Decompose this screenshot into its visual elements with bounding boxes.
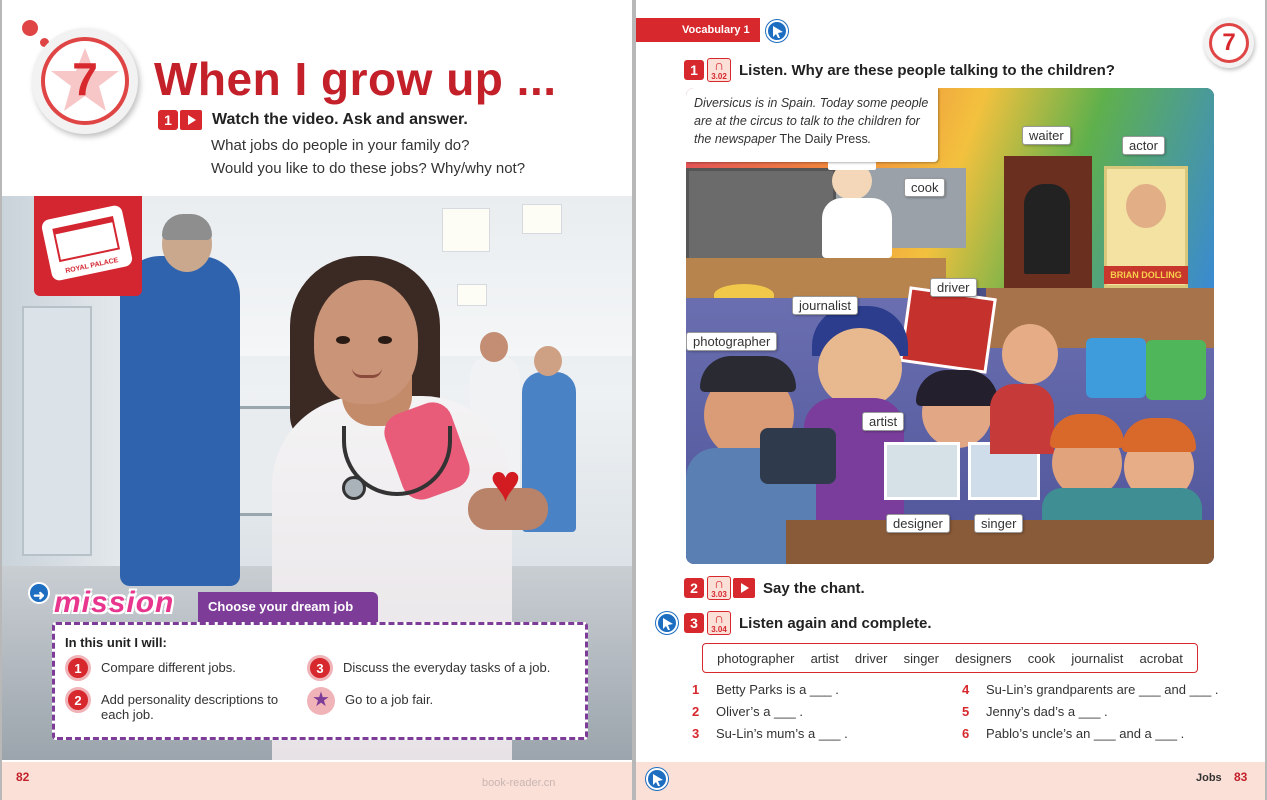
- cursor-icon[interactable]: [646, 768, 668, 790]
- mission-item-text: Go to a job fair.: [345, 692, 434, 707]
- word-bank-item: singer: [903, 650, 939, 666]
- newspaper-name: The Daily Press: [779, 132, 868, 146]
- right-page: [636, 0, 1265, 800]
- exercise-1-header: [158, 110, 468, 130]
- design-photo: [884, 442, 960, 500]
- word-bank-item: acrobat: [1139, 650, 1183, 666]
- chair: [1146, 340, 1206, 400]
- exercise-1-header: [684, 58, 1115, 82]
- word-bank-item: cook: [1027, 650, 1056, 666]
- page-number: 83: [1234, 770, 1248, 784]
- mission-item: [307, 687, 577, 715]
- unit-title: When I grow up ...: [154, 53, 557, 105]
- unit-badge: [1204, 18, 1254, 68]
- actor-face: [1126, 184, 1166, 228]
- exercise-title: Watch the video. Ask and answer.: [212, 111, 468, 128]
- label-actor: actor: [1122, 136, 1165, 155]
- unit-badge: [32, 28, 138, 134]
- exercise-title: Say the chant.: [763, 579, 865, 597]
- sentence-number: 6: [962, 726, 970, 741]
- girl-eye: [336, 336, 350, 344]
- mission-tab: Choose your dream job: [198, 592, 378, 622]
- doctor-figure: [120, 256, 240, 586]
- sentence-item: [692, 726, 848, 741]
- mission-item-text: Discuss the everyday tasks of a job.: [343, 660, 551, 675]
- mission-logo: mission: [54, 586, 175, 619]
- girl-eye: [378, 336, 392, 344]
- sentence-item: [692, 682, 839, 697]
- question-1: What jobs do people in your family do?: [211, 137, 470, 154]
- scene-caption: [686, 88, 938, 162]
- mission-item: [65, 655, 295, 681]
- sentence-item: [692, 704, 803, 719]
- caption-text: Diversicus is in Spain. Today some people are at the circus to talk to the children for the newspaper: [694, 96, 929, 146]
- cook-body: [822, 198, 892, 258]
- word-bank-item: artist: [810, 650, 839, 666]
- mission-item: [65, 687, 295, 722]
- ceiling-light: [522, 204, 562, 234]
- word-bank: [702, 643, 1198, 673]
- sentence-text: Su-Lin’s grandparents are ___ and ___ .: [986, 682, 1219, 697]
- unit-number: 7: [72, 53, 98, 105]
- sentence-number: 2: [692, 704, 700, 719]
- exercise-number: 3: [684, 613, 704, 633]
- heart-icon: ♥: [490, 455, 521, 513]
- photographer-hair: [700, 356, 796, 392]
- sentence-text: Su-Lin’s mum’s a ___ .: [716, 726, 848, 741]
- exercise-title: Listen. Why are these people talking to the children?: [739, 61, 1115, 79]
- video-play-icon[interactable]: [733, 578, 755, 598]
- sentence-item: [962, 726, 1184, 741]
- nurse-head: [534, 346, 562, 376]
- watermark: book-reader.cn: [482, 777, 556, 789]
- share-arrow-icon[interactable]: ➜: [28, 582, 50, 604]
- girl-face: [314, 280, 418, 404]
- label-driver: driver: [930, 278, 977, 297]
- label-cook: cook: [904, 178, 945, 197]
- cursor-icon[interactable]: [766, 20, 788, 42]
- nurse-head: [480, 332, 508, 362]
- sentence-item: [962, 682, 1218, 697]
- mission-item-number: 1: [65, 655, 91, 681]
- word-bank-item: photographer: [717, 650, 795, 666]
- cursor-icon[interactable]: [656, 612, 678, 634]
- label-artist: artist: [862, 412, 904, 431]
- stamp-text: ROYAL PALACE: [64, 256, 119, 276]
- stamp-card: [40, 204, 133, 282]
- door: [22, 306, 92, 556]
- mission-item-number: 2: [65, 687, 91, 713]
- sentence-number: 3: [692, 726, 700, 741]
- ceiling-light: [442, 208, 490, 252]
- camera-icon: [760, 428, 836, 484]
- label-singer: singer: [974, 514, 1023, 533]
- chair: [1086, 338, 1146, 398]
- audio-track-icon[interactable]: ∩ 3.02: [707, 58, 731, 82]
- sentence-number: 4: [962, 682, 970, 697]
- mission-item-number: 3: [307, 655, 333, 681]
- poster-title: BRIAN DOLLING: [1104, 266, 1188, 284]
- exercise-3-header: [684, 611, 932, 635]
- sentence-text: Betty Parks is a ___ .: [716, 682, 839, 697]
- mission-box: [52, 622, 588, 740]
- left-page: [2, 0, 632, 800]
- word-bank-item: driver: [854, 650, 888, 666]
- label-photographer: photographer: [686, 332, 777, 351]
- exercise-title: Listen again and complete.: [739, 614, 932, 632]
- exercise-number: 1: [684, 60, 704, 80]
- circus-scene-illustration: [686, 88, 1214, 564]
- journalist-face: [818, 328, 902, 408]
- label-designer: designer: [886, 514, 950, 533]
- caption-end: .: [867, 132, 872, 146]
- mission-item-text: Compare different jobs.: [101, 660, 236, 675]
- exercise-2-header: [684, 576, 865, 600]
- palace-icon: [52, 216, 120, 262]
- sentence-text: Pablo’s uncle’s an ___ and a ___ .: [986, 726, 1185, 741]
- stethoscope-chestpiece: [342, 476, 366, 500]
- exercise-number: 2: [684, 578, 704, 598]
- word-bank-item: designers: [955, 650, 1012, 666]
- question-2: Would you like to do these jobs? Why/why not?: [211, 160, 526, 177]
- ceiling-light: [457, 284, 487, 306]
- sentence-number: 1: [692, 682, 700, 697]
- label-journalist: journalist: [792, 296, 858, 315]
- child-body: [990, 384, 1054, 454]
- car-photo: [899, 286, 997, 374]
- sentence-item: [962, 704, 1108, 719]
- mission-lead: In this unit I will:: [65, 635, 167, 650]
- sentence-number: 5: [962, 704, 970, 719]
- page-number: 82: [16, 770, 30, 784]
- mission-item: [307, 655, 577, 681]
- star-icon: ★: [307, 687, 335, 715]
- page-footer: [636, 762, 1265, 800]
- word-bank-item: journalist: [1071, 650, 1124, 666]
- audio-track-icon[interactable]: ∩ 3.03: [707, 576, 731, 600]
- section-tab: Vocabulary 1: [636, 18, 760, 42]
- child-face: [1002, 324, 1058, 384]
- audio-track-icon[interactable]: ∩ 3.04: [707, 611, 731, 635]
- video-play-icon[interactable]: [180, 110, 202, 130]
- waiter-figure: [1024, 184, 1070, 274]
- palace-stamp: [34, 196, 142, 296]
- mission-item-text: Add personality descriptions to each job.: [101, 692, 279, 722]
- sentence-text: Oliver’s a ___ .: [716, 704, 803, 719]
- sentence-text: Jenny’s dad’s a ___ .: [986, 704, 1108, 719]
- label-waiter: waiter: [1022, 126, 1071, 145]
- footer-label: Jobs: [1196, 772, 1222, 784]
- decorative-dot: [22, 20, 38, 36]
- exercise-number: 1: [158, 110, 178, 130]
- unit-number: 7: [1222, 29, 1236, 56]
